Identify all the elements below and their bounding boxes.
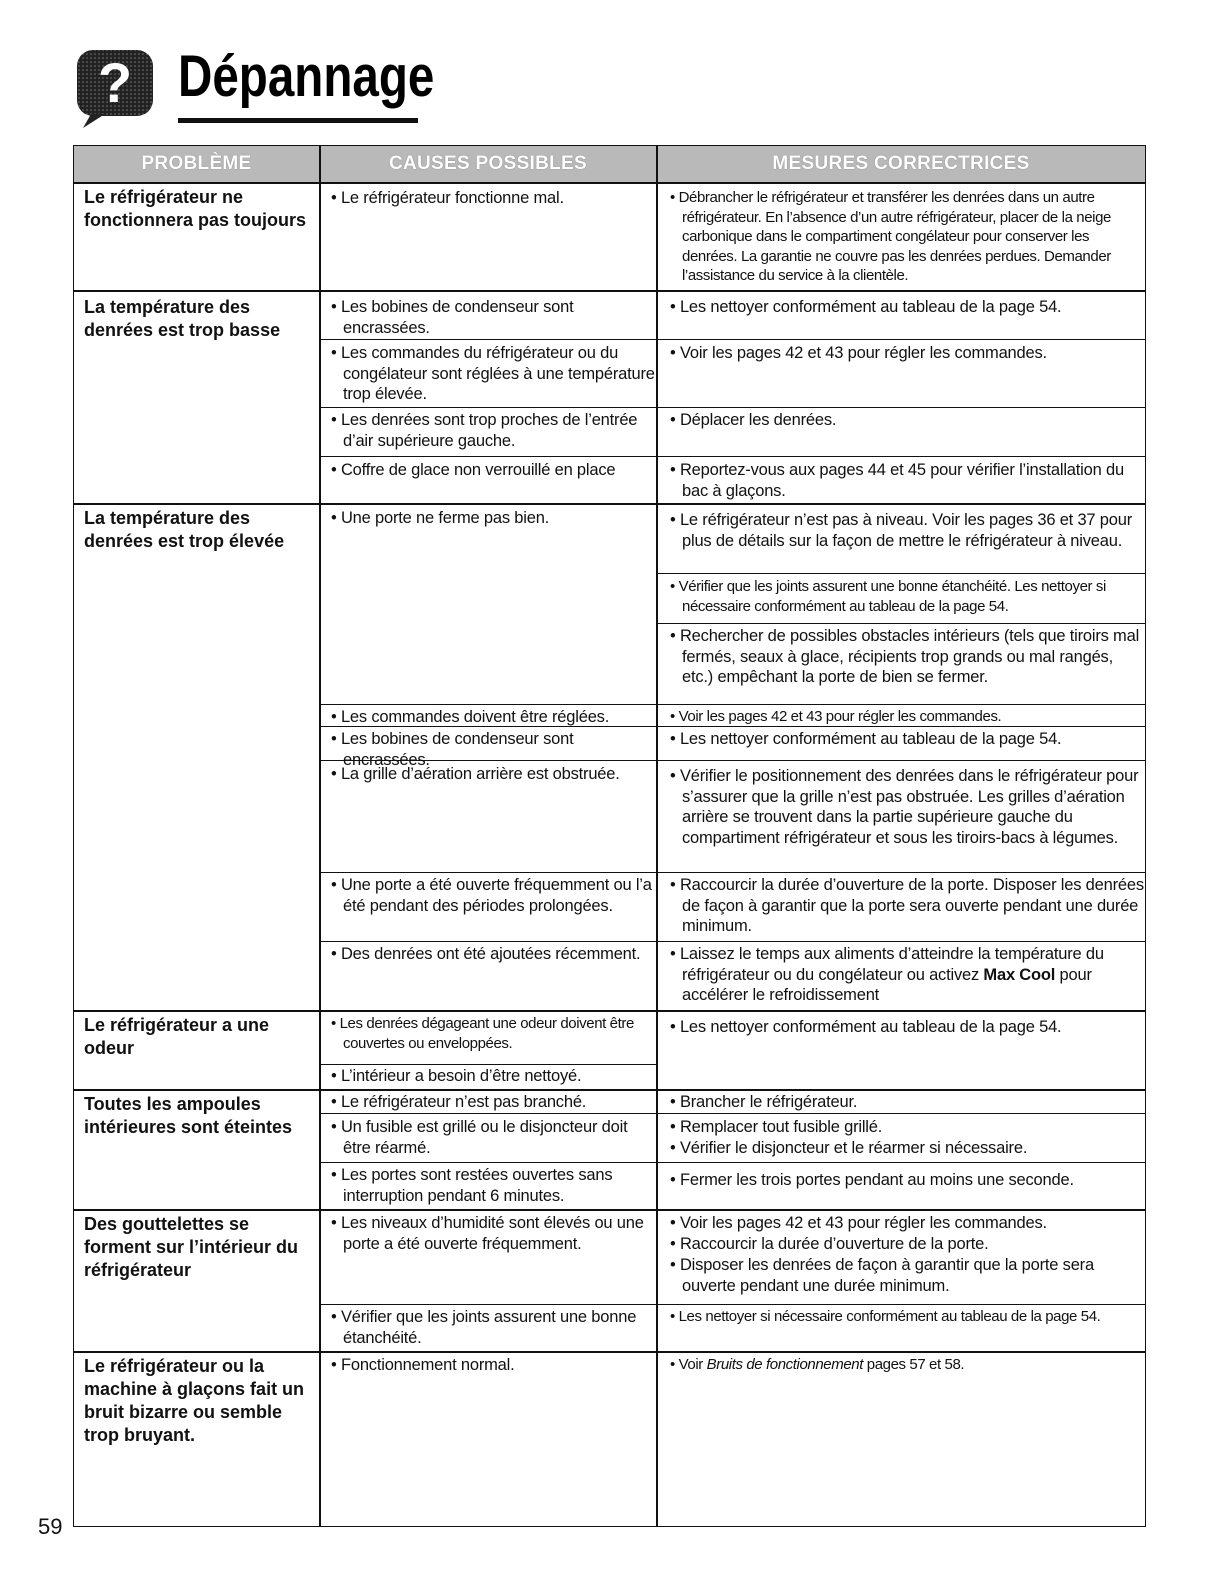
fix-item: • Les nettoyer conformément au tableau de la page 54. xyxy=(670,730,1062,748)
troubleshooting-table xyxy=(73,145,1146,1527)
cause-item: • Les bobines de condenseur sont encrassées. xyxy=(331,298,574,337)
subrow-divider xyxy=(320,1304,1145,1305)
fix-item: • Disposer les denrées de façon à garantir que la porte sera ouverte pendant une durée minimum. xyxy=(670,1256,1094,1295)
subrow-divider xyxy=(320,1064,656,1065)
subrow-divider xyxy=(320,941,1145,942)
header-mesures: MESURES CORRECTRICES xyxy=(657,146,1145,182)
row-divider xyxy=(74,290,1145,292)
cause-item: • Fonctionnement normal. xyxy=(331,1356,515,1374)
cause-item: • Les bobines de condenseur sont encrassées. xyxy=(331,730,574,769)
subrow-divider xyxy=(320,1162,1145,1163)
fix-item: • Raccourcir la durée d’ouverture de la porte. Disposer les denrées de façon à garantir que la porte sera ouverte pendant une durée minimum. xyxy=(670,876,1144,935)
fix-item: • Rechercher de possibles obstacles intérieurs (tels que tiroirs mal fermés, seaux à glace, récipients trop grands ou mal rangés, etc.) empêchant la porte de bien se fermer. xyxy=(670,627,1140,686)
fix-item: • Les nettoyer conformément au tableau de la page 54. xyxy=(670,1018,1062,1036)
title-underline xyxy=(178,118,418,123)
subrow-divider xyxy=(320,1113,1145,1114)
fix-item: • Débrancher le réfrigérateur et transférer les denrées dans un autre réfrigérateur. En l’absence d’un autre réfrigérateur, placer de la neige carbonique dans le compartiment congélateur pour conserver les denrées. La garantie ne couvre pas les denrées perdues. Demander l’assistance du service à la clientèle. xyxy=(670,189,1111,284)
fix-item: • Les nettoyer conformément au tableau de la page 54. xyxy=(670,298,1062,316)
fix-text: • Laissez le temps aux aliments d’atteindre la température du réfrigérateur ou du congélateur ou activez xyxy=(670,945,1104,984)
header-causes: CAUSES POSSIBLES xyxy=(320,146,656,182)
fix-item: • Vérifier le positionnement des denrées dans le réfrigérateur pour s’assurer que la grille n’est pas obstruée. Les grilles d’aération arrière se trouvent dans la partie supérieure gauche du compartiment réfrigérateur et sous les tiroirs-bacs à légumes. xyxy=(670,767,1139,847)
cause-item: • Les niveaux d’humidité sont élevés ou une porte a été ouverte fréquemment. xyxy=(331,1214,644,1253)
problem-label: Le réfrigérateur ne fonctionnera pas toujours xyxy=(84,187,307,230)
page-title: Dépannage xyxy=(178,44,435,109)
subrow-divider xyxy=(657,623,1145,624)
fix-text: pour accélérer le refroidissement xyxy=(682,965,1092,1004)
problem-label: Des gouttelettes se forment sur l’intérieur du réfrigérateur xyxy=(84,1214,299,1280)
page-number: 59 xyxy=(38,1514,63,1539)
problem-label: La température des denrées est trop élevée xyxy=(84,508,285,551)
cause-item: • Une porte a été ouverte fréquemment ou l’a été pendant des périodes prolongées. xyxy=(331,876,652,915)
fix-item: • Voir les pages 42 et 43 pour régler les commandes. xyxy=(670,344,1047,362)
problem-label: Toutes les ampoules intérieures sont éteintes xyxy=(84,1094,293,1137)
problem-label: La température des denrées est trop basse xyxy=(84,297,281,340)
subrow-divider xyxy=(320,407,1145,408)
row-divider xyxy=(74,1351,1145,1353)
cause-item: • La grille d’aération arrière est obstruée. xyxy=(331,765,620,783)
svg-text:?: ? xyxy=(97,51,133,114)
subrow-divider xyxy=(657,573,1145,574)
fix-item: • Raccourcir la durée d’ouverture de la porte. xyxy=(670,1235,989,1253)
cause-item: • Les denrées dégageant une odeur doivent être couvertes ou enveloppées. xyxy=(331,1015,634,1052)
question-mark-icon xyxy=(77,44,153,128)
row-divider xyxy=(74,503,1145,505)
cause-item: • Des denrées ont été ajoutées récemment. xyxy=(331,945,641,963)
cause-item: • Le réfrigérateur fonctionne mal. xyxy=(331,189,564,207)
column-divider xyxy=(656,146,658,1526)
column-divider xyxy=(319,146,321,1526)
cause-item: • Les portes sont restées ouvertes sans interruption pendant 6 minutes. xyxy=(331,1166,613,1205)
fix-item: • Vérifier le disjoncteur et le réarmer si nécessaire. xyxy=(670,1139,1028,1157)
cause-item: • Vérifier que les joints assurent une bonne étanchéité. xyxy=(331,1308,637,1347)
cause-item: • L’intérieur a besoin d’être nettoyé. xyxy=(331,1067,582,1085)
subrow-divider xyxy=(320,456,1145,457)
max-cool-label: Max Cool xyxy=(983,965,1056,984)
fix-item: • Brancher le réfrigérateur. xyxy=(670,1093,858,1111)
cause-item: • Les commandes du réfrigérateur ou du congélateur sont réglées à une température trop élevée. xyxy=(331,344,655,403)
fix-text: pages 57 et 58. xyxy=(862,1356,965,1373)
subrow-divider xyxy=(320,872,1145,873)
problem-label: Le réfrigérateur a une odeur xyxy=(84,1015,270,1058)
fix-item: • Reportez-vous aux pages 44 et 45 pour vérifier l’installation du bac à glaçons. xyxy=(670,461,1124,500)
cause-item: • Une porte ne ferme pas bien. xyxy=(331,509,550,527)
cause-item: • Les denrées sont trop proches de l’entrée d’air supérieure gauche. xyxy=(331,411,638,450)
subrow-divider xyxy=(320,339,1145,340)
cause-item: • Un fusible est grillé ou le disjoncteur doit être réarmé. xyxy=(331,1118,628,1157)
problem-label: Le réfrigérateur ou la machine à glaçons fait un bruit bizarre ou semble trop bruyant. xyxy=(84,1356,305,1445)
fix-item: • Voir les pages 42 et 43 pour régler les commandes. xyxy=(670,1214,1047,1232)
fix-item: • Remplacer tout fusible grillé. xyxy=(670,1118,883,1136)
fix-item: • Le réfrigérateur n’est pas à niveau. Voir les pages 36 et 37 pour plus de détails sur la façon de mettre le réfrigérateur à niveau. xyxy=(670,511,1133,550)
fix-text: • Voir xyxy=(670,1356,707,1373)
fix-item: • Voir les pages 42 et 43 pour régler les commandes. xyxy=(670,708,1002,725)
row-divider xyxy=(74,1089,1145,1091)
fix-item: • Vérifier que les joints assurent une bonne étanchéité. Les nettoyer si nécessaire conformément au tableau de la page 54. xyxy=(670,578,1106,615)
cause-item: • Les commandes doivent être réglées. xyxy=(331,708,610,726)
fix-item: • Les nettoyer si nécessaire conformément au tableau de la page 54. xyxy=(670,1308,1101,1325)
row-divider xyxy=(74,1209,1145,1211)
subrow-divider xyxy=(320,704,1145,705)
header-probleme: PROBLÈME xyxy=(74,146,319,182)
cause-item: • Coffre de glace non verrouillé en place xyxy=(331,461,616,479)
fix-item: • Fermer les trois portes pendant au moins une seconde. xyxy=(670,1171,1074,1189)
fix-item: • Déplacer les denrées. xyxy=(670,411,837,429)
fix-item xyxy=(664,944,1144,1006)
cause-item: • Le réfrigérateur n’est pas branché. xyxy=(331,1093,587,1111)
row-divider xyxy=(74,182,1145,184)
fix-item xyxy=(664,1355,1144,1375)
reference-title: Bruits de fonctionnement xyxy=(706,1356,863,1373)
row-divider xyxy=(74,1010,1145,1012)
